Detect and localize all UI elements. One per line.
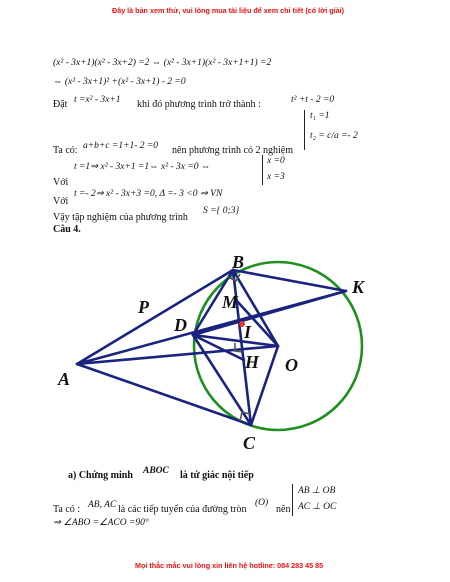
part-a-rest: là tứ giác nội tiếp — [180, 470, 254, 481]
voi2-label: Với — [53, 196, 69, 207]
dat-prefix: Đặt — [53, 99, 68, 110]
conclusion-result: ⇒ ∠ABO =∠ACO =90° — [53, 518, 149, 528]
x-solution-3: x =3 — [267, 172, 285, 182]
taco-prefix: Ta có: — [53, 145, 78, 156]
preview-notice: Đây là bản xem thử, vui lòng mua tài liệu để xem chi tiết (có lời giải) — [112, 6, 344, 15]
conclusion-taco: Ta có : — [53, 504, 81, 515]
taco-sum: a+b+c =1+1- 2 =0 — [83, 141, 159, 151]
equation-1: (x² - 3x+1)(x² - 3x+2) =2 ⇔ (x² - 3x+1)(x² - 3x+1+1) =2 — [53, 58, 272, 68]
label-k: K — [352, 277, 365, 297]
equation-2: ⇔ (x² - 3x+1)² +(x² - 3x+1) - 2 =0 — [53, 77, 186, 87]
condition-ab-ob: AB ⊥ OB — [298, 486, 336, 496]
solution-set: S ={ 0;3} — [203, 206, 240, 216]
question-title: Câu 4. — [53, 224, 81, 235]
part-a-label: a) Chứng minh — [68, 470, 133, 481]
voi1-label: Với — [53, 177, 69, 188]
conclusion-nen: nên — [276, 504, 291, 515]
x-solution-0: x =0 — [267, 156, 285, 166]
conclusion-description: là các tiếp tuyến của đường tròn — [118, 504, 247, 515]
segment-ac — [77, 364, 251, 425]
voi2-equation: t =- 2⇒ x² - 3x+3 =0, Δ =- 3 <0 ⇒ VN — [74, 189, 223, 199]
conclusion-circle: (O) — [255, 498, 269, 508]
brace-t — [304, 110, 305, 150]
t1-solution: t₁ =1 — [310, 111, 330, 121]
condition-ac-oc: AC ⊥ OC — [298, 502, 337, 512]
dat-description: khi đó phương trình trở thành : — [137, 99, 261, 110]
brace-x — [262, 155, 263, 185]
voi1-equation: t =1⇒ x² - 3x+1 =1⇔ x² - 3x =0 ⇔ — [74, 162, 211, 172]
label-i: I — [244, 322, 252, 342]
t2-solution: t₂ = c/a =- 2 — [310, 131, 358, 141]
label-m: M — [222, 292, 239, 312]
solution-set-text: Vậy tập nghiệm của phương trình — [53, 212, 188, 223]
label-b: B — [232, 252, 245, 272]
conclusion-tangents: AB, AC — [88, 500, 117, 510]
dat-equation: t² +t - 2 =0 — [291, 95, 335, 105]
label-c: C — [243, 433, 256, 453]
hotline-footer: Mọi thắc mắc vui lòng xin liên hệ hotline: 084 283 45 85 — [135, 561, 324, 570]
dat-substitution: t =x² - 3x+1 — [74, 95, 121, 105]
brace-tangent — [292, 484, 293, 516]
label-h: H — [245, 352, 260, 372]
taco-description: nên phương trình có 2 nghiệm — [172, 145, 293, 156]
label-d: D — [174, 315, 187, 335]
label-o: O — [285, 355, 298, 375]
part-a-quad: ABOC — [143, 466, 169, 476]
segment-ab — [77, 270, 233, 364]
geometry-figure — [0, 240, 450, 465]
label-p: P — [138, 297, 149, 317]
label-a: A — [58, 369, 71, 389]
